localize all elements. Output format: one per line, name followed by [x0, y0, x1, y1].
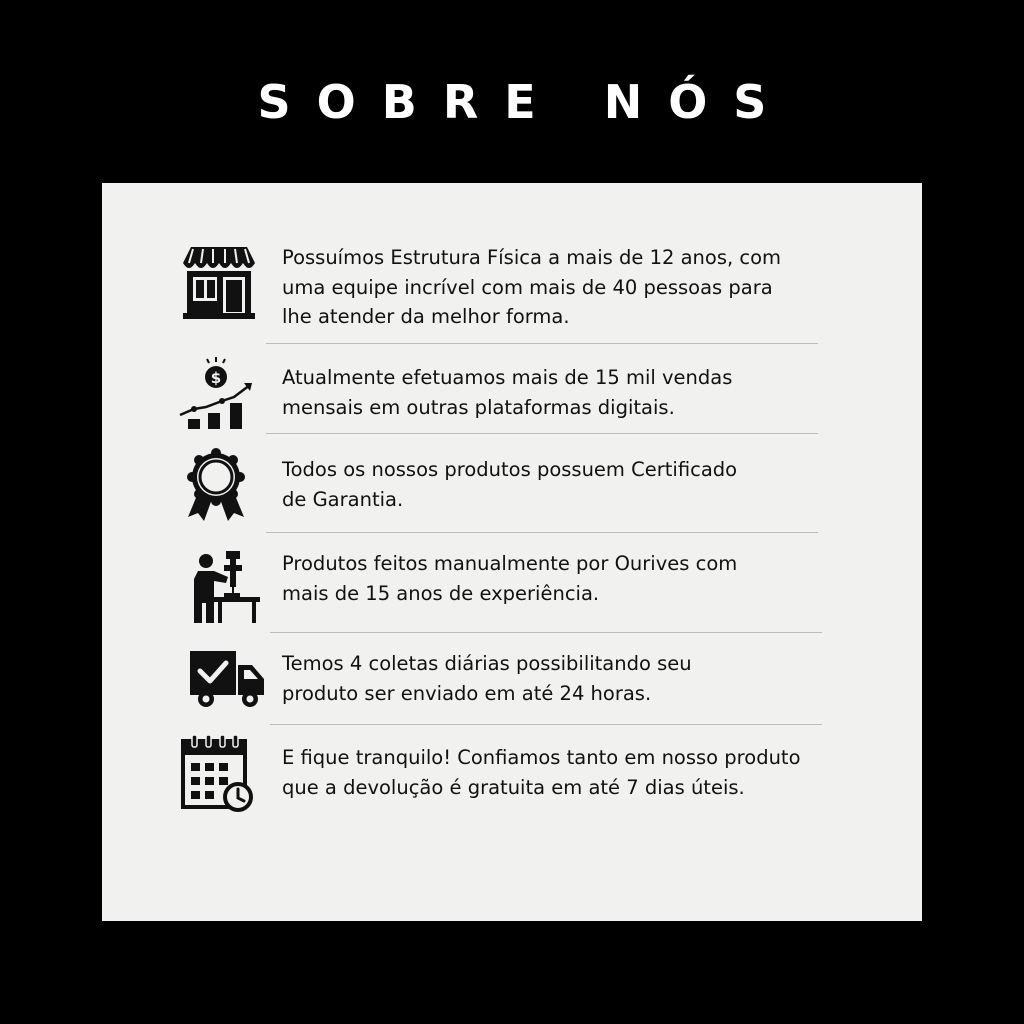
certificate-badge-icon — [176, 447, 256, 527]
page-title: SOBRE NÓS — [257, 75, 793, 129]
item-text: Todos os nossos produtos possuem Certificado de Garantia. — [282, 458, 738, 511]
divider — [266, 433, 818, 434]
item-text: Atualmente efetuamos mais de 15 mil vendas mensais em outras plataformas digitais. — [282, 366, 733, 419]
item-text: Produtos feitos manualmente por Ourives com mais de 15 anos de experiência. — [282, 552, 738, 605]
divider — [270, 724, 822, 725]
divider — [266, 343, 818, 344]
item-text: Temos 4 coletas diárias possibilitando seu produto ser enviado em até 24 horas. — [282, 652, 692, 705]
item-text: Possuímos Estrutura Física a mais de 12 anos, com uma equipe incrível com mais de 40 pessoas para lhe atender da melhor forma. — [282, 246, 782, 328]
item-text: E fique tranquilo! Confiamos tanto em nosso produto que a devolução é gratuita em até 7 dias úteis. — [282, 746, 801, 799]
calendar-clock-icon — [180, 733, 260, 813]
sales-growth-icon — [176, 353, 256, 433]
divider — [266, 532, 818, 533]
about-card — [102, 183, 922, 921]
svg-text:$: $ — [210, 369, 222, 387]
craftsman-workbench-icon — [184, 547, 264, 627]
delivery-truck-icon — [188, 645, 268, 725]
divider — [270, 632, 822, 633]
storefront-icon — [179, 245, 259, 325]
